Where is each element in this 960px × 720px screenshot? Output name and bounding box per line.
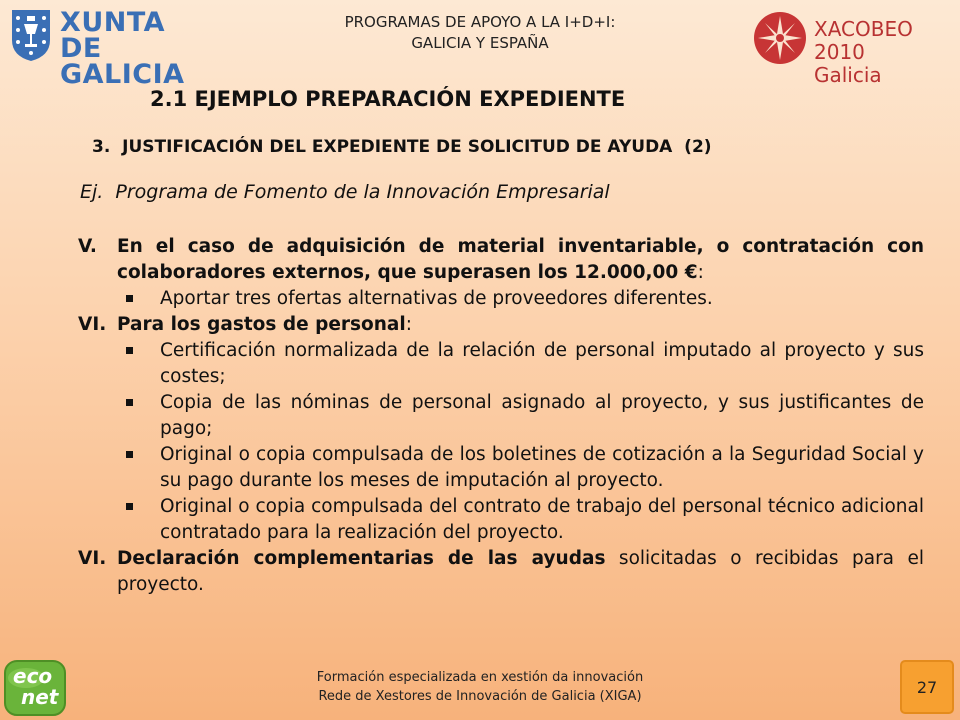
bullet-item xyxy=(78,390,924,442)
xacobeo-2010-logo xyxy=(752,8,952,87)
item-bold-text: En el caso de adquisición de material inventariable, o contratación con colaboradores externos, que superasen los 12.000,00 € xyxy=(117,236,924,283)
econet-logo-bottom: net xyxy=(21,685,59,709)
xacobeo-logo-line1: XACOBEO 2010 xyxy=(814,17,913,64)
section-title: 2.1 EJEMPLO PREPARACIÓN EXPEDIENTE xyxy=(150,87,626,111)
item-number: VI. xyxy=(78,314,107,335)
footer-text xyxy=(250,668,710,706)
content-body xyxy=(78,234,924,598)
xacobeo-emblem-icon xyxy=(752,8,808,68)
list-item xyxy=(78,546,924,598)
header-title-line1: PROGRAMAS DE APOYO A LA I+D+I: xyxy=(344,13,616,31)
xacobeo-logo-line2: Galicia xyxy=(814,63,882,87)
xunta-logo-line1: XUNTA xyxy=(60,7,166,38)
square-bullet-icon xyxy=(126,503,133,510)
econet-logo xyxy=(4,660,66,716)
item-text: : xyxy=(697,262,704,283)
square-bullet-icon xyxy=(126,347,133,354)
example-program-line: Ej. Programa de Fomento de la Innovación Empresarial xyxy=(80,181,610,203)
bullet-text: Aportar tres ofertas alternativas de proveedores diferentes. xyxy=(160,288,713,309)
xacobeo-logo-text xyxy=(814,18,952,87)
list-item xyxy=(78,234,924,286)
page-number-badge xyxy=(900,660,954,714)
xunta-de-galicia-logo xyxy=(10,7,200,90)
header-title xyxy=(300,12,660,54)
bullet-item xyxy=(78,338,924,390)
bullet-text: Original o copia compulsada del contrato de trabajo del personal técnico adicional contratado para la realización del proyecto. xyxy=(160,496,924,543)
bullet-item xyxy=(78,442,924,494)
bullet-text: Original o copia compulsada de los boletines de cotización a la Seguridad Social y su pago durante los meses de imputación al proyecto. xyxy=(160,444,924,491)
footer-line1: Formación especializada en xestión da innovación xyxy=(316,670,644,685)
square-bullet-icon xyxy=(126,399,133,406)
header-title-line2: GALICIA Y ESPAÑA xyxy=(411,34,549,52)
econet-logo-top: eco xyxy=(13,664,53,688)
bullet-item xyxy=(78,286,924,312)
page-number: 27 xyxy=(916,677,938,697)
item-number: VI. xyxy=(78,548,107,569)
footer-line2: Rede de Xestores de Innovación de Galicia (XIGA) xyxy=(318,689,642,704)
item-number: V. xyxy=(78,236,97,257)
square-bullet-icon xyxy=(126,451,133,458)
item-text: solicitadas o recibidas para el proyecto. xyxy=(117,548,924,595)
xunta-logo-line2: DE GALICIA xyxy=(60,33,185,90)
list-item xyxy=(78,312,924,338)
galicia-shield-icon xyxy=(10,8,52,62)
square-bullet-icon xyxy=(126,295,133,302)
xunta-logo-text xyxy=(60,7,200,90)
bullet-text: Certificación normalizada de la relación de personal imputado al proyecto y sus costes; xyxy=(160,340,924,387)
item-text: : xyxy=(405,314,412,335)
subsection-title: 3. JUSTIFICACIÓN DEL EXPEDIENTE DE SOLICITUD DE AYUDA (2) xyxy=(92,137,712,157)
item-bold-text: Para los gastos de personal xyxy=(117,314,406,335)
bullet-text: Copia de las nóminas de personal asignado al proyecto, y sus justificantes de pago; xyxy=(160,392,924,439)
bullet-item xyxy=(78,494,924,546)
item-bold-text: Declaración complementarias de las ayudas xyxy=(117,548,606,569)
